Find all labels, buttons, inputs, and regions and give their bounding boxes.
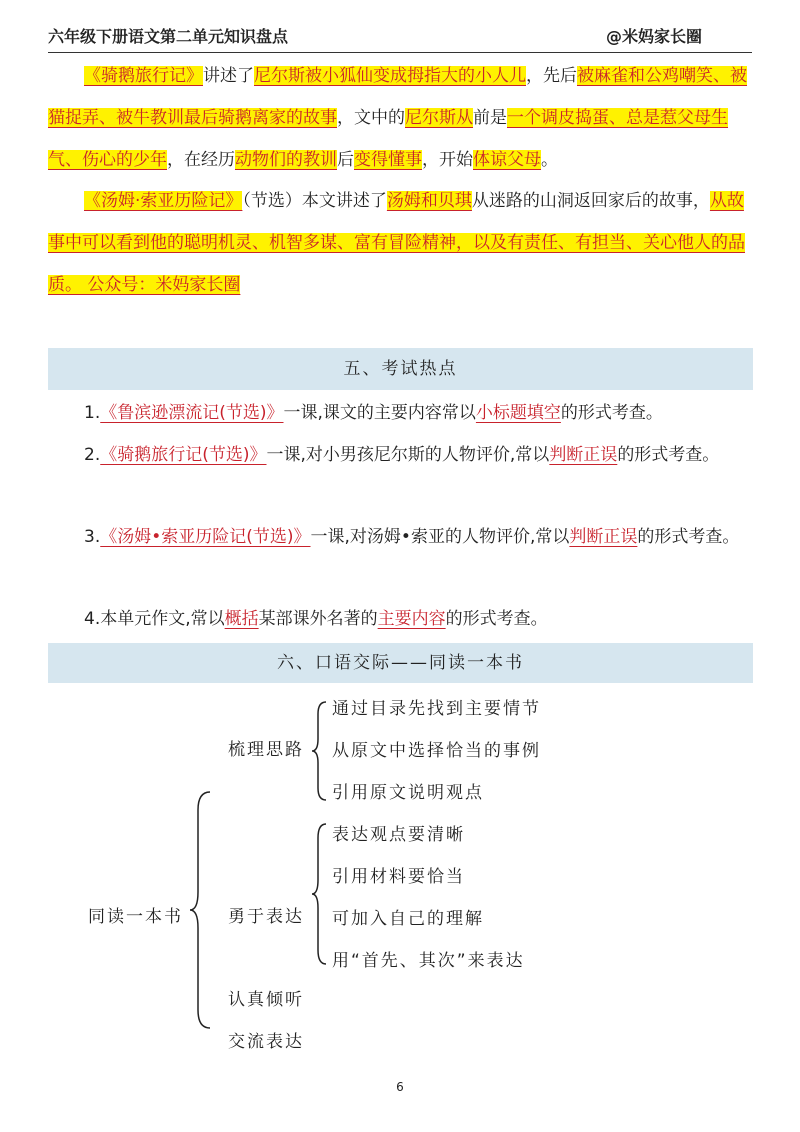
leaf-express-2: 引用材料要恰当 [332,867,465,887]
leaf-organize-3: 引用原文说明观点 [332,783,484,803]
paragraph-tom: 《汤姆·索亚历险记》（节选）本文讲述了汤姆和贝琪从迷路的山洞返回家后的故事，从故事中可以看到他的聪明机灵、机智多谋、富有冒险精神，以及有责任、有担当、关心他人的品质。 公众号：米妈家长圈 [48,191,745,295]
exam-item-3: 3.《汤姆•索亚历险记(节选)》一课,对汤姆•索亚的人物评价,常以判断正误的形式考查。 [84,527,740,547]
leaf-organize-1: 通过目录先找到主要情节 [332,699,541,719]
leaf-express-3: 可加入自己的理解 [332,909,484,929]
page-number: 6 [396,1080,404,1094]
header-account: @米妈家长圈 [605,27,702,46]
leaf-organize-2: 从原文中选择恰当的事例 [332,741,541,761]
page-header [48,22,752,53]
organize-brace [310,700,330,802]
section-5-title: 五、考试热点 [48,348,753,390]
branch-express: 勇于表达 [228,907,304,927]
exam-item-1: 1.《鲁滨逊漂流记(节选)》一课,课文的主要内容常以小标题填空的形式考查。 [84,403,663,423]
exam-item-2: 2.《骑鹅旅行记(节选)》一课,对小男孩尼尔斯的人物评价,常以判断正误的形式考查。 [84,445,720,465]
header-title: 六年级下册语文第二单元知识盘点 [48,27,289,46]
branch-communicate: 交流表达 [228,1032,304,1052]
mindmap-root: 同读一本书 [88,907,183,927]
leaf-express-1: 表达观点要清晰 [332,825,465,845]
branch-organize: 梳理思路 [228,740,304,760]
section-6-title: 六、口语交际——同读一本书 [48,643,753,683]
branch-listen: 认真倾听 [228,990,304,1010]
exam-item-4: 4.本单元作文,常以概括某部课外名著的主要内容的形式考查。 [84,609,548,629]
leaf-express-4: 用“首先、其次”来表达 [332,951,525,971]
root-brace [188,790,214,1030]
express-brace [310,822,330,966]
paragraph-nils: 《骑鹅旅行记》讲述了尼尔斯被小狐仙变成拇指大的小人儿，先后被麻雀和公鸡嘲笑、被猫捉弄、被牛教训最后骑鹅离家的故事，文中的尼尔斯从前是一个调皮捣蛋、总是惹父母生气、伤心的少年，在经历动物们的教训后变得懂事，开始体谅父母。 [48,66,747,170]
